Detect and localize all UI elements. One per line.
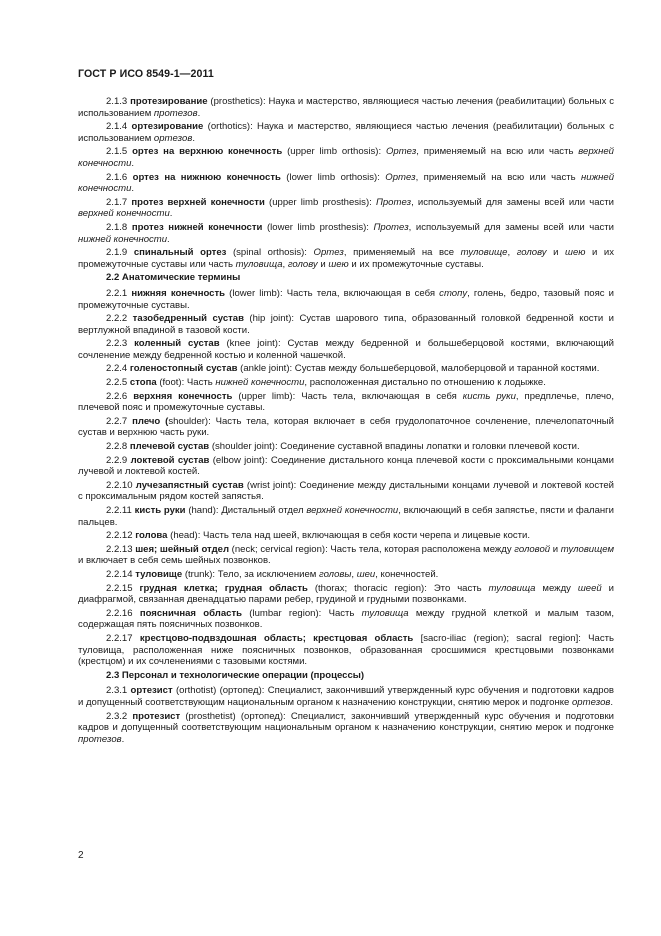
term-reference-italic: туловища: [488, 582, 536, 594]
term-definition-paragraph: [78, 633, 614, 668]
text-run: , используемый для замены всей или части: [408, 221, 615, 233]
text-run: и их промежуточные суставы.: [348, 258, 484, 270]
text-run: (hip joint): Сустав шарового типа, образованный головкой бедренной кости и вертлужной впадиной в тазовой кости.: [78, 313, 614, 336]
text-run: 2.3.1: [106, 685, 131, 697]
document-header: ГОСТ Р ИСО 8549-1—2011: [78, 68, 214, 80]
term-definition-paragraph: [78, 247, 614, 270]
term-bold: спинальный ортез: [133, 247, 227, 259]
term-reference-italic: протезов: [78, 733, 122, 745]
text-run: .: [131, 183, 135, 195]
term-reference-italic: шею: [328, 258, 349, 270]
text-run: , используемый для замены всей или части: [411, 196, 615, 208]
term-bold: поясничная область: [139, 607, 243, 619]
text-run: 2.1.6: [106, 171, 133, 183]
text-run: , голень, бедро, тазовый пояс и промежуточные суставы.: [78, 287, 615, 311]
text-run: 2.2.3: [106, 338, 135, 350]
term-bold: шея; шейный отдел: [135, 543, 230, 555]
text-run: , конечностей.: [375, 568, 439, 580]
term-definition-paragraph: [78, 711, 614, 746]
text-run: .: [610, 696, 614, 708]
term-definition-paragraph: [78, 121, 614, 144]
text-run: и: [550, 543, 561, 555]
term-definition-paragraph: [78, 338, 614, 361]
term-reference-italic: Протез: [373, 221, 409, 233]
term-bold: 2.2 Анатомические термины: [106, 272, 241, 284]
term-reference-italic: нижней конечности: [78, 171, 615, 195]
text-run: 2.2.13: [106, 543, 136, 555]
text-run: (upper limb): Часть тела, включающая в себя: [232, 390, 463, 402]
text-run: 2.2.6: [106, 390, 134, 402]
text-run: (shoulder joint): Соединение суставной впадины лопатки и головки плечевой кости.: [209, 441, 580, 453]
text-run: и их промежуточные суставы или часть: [78, 247, 615, 270]
term-bold: лучезапястный сустав: [135, 479, 244, 491]
term-reference-italic: верхней конечности: [78, 146, 614, 169]
text-run: 2.2.5: [106, 377, 130, 389]
text-run: 2.1.7: [106, 196, 132, 208]
term-definition-paragraph: [78, 197, 614, 220]
term-reference-italic: шеи: [356, 568, 376, 580]
text-run: (elbow joint): Соединение дистального конца плечевой кости с проксимальными концами лучевой и локтевой костей.: [78, 454, 614, 478]
term-definition-paragraph: [78, 441, 614, 453]
term-definition-paragraph: [78, 569, 614, 581]
text-run: (trunk): Тело, за исключением: [182, 568, 319, 580]
text-run: , включающий в себя запястье, пясти и фаланги пальцев.: [78, 505, 614, 528]
term-reference-italic: верхней конечности: [78, 208, 170, 220]
text-run: .: [192, 132, 195, 144]
text-run: , применяемый на всю или часть: [415, 171, 581, 183]
section-heading: [78, 670, 614, 682]
text-run: .: [169, 208, 173, 220]
term-reference-italic: туловища: [361, 607, 409, 619]
term-reference-italic: ортезов: [153, 132, 193, 144]
text-run: (head): Часть тела над шеей, включающая в себя кости черепа и лицевые кости.: [167, 530, 531, 542]
text-run: (upper limb prosthesis):: [264, 196, 376, 208]
term-definition-paragraph: [78, 455, 614, 478]
term-bold: протезирование: [130, 96, 208, 107]
text-run: 2.1.4: [106, 121, 132, 133]
term-definition-paragraph: [78, 416, 614, 439]
text-run: 2.2.4: [106, 363, 130, 375]
text-run: (upper limb orthosis):: [282, 146, 386, 158]
text-run: 2.2.11: [106, 505, 135, 516]
text-run: (orthotist) (ортопед): Специалист, закончивший утвержденный курс обучения и подготовки кадров и допущенный соответствующим национальным органом к назначению конструкции, снятию мерок и подгонке: [78, 685, 614, 708]
term-reference-italic: шею: [565, 247, 586, 259]
text-run: .: [167, 233, 170, 245]
text-run: 2.1.3: [106, 96, 131, 107]
document-body: [78, 96, 614, 747]
term-definition-paragraph: [78, 583, 614, 606]
text-run: ,: [507, 247, 517, 259]
term-bold: грудная клетка; грудная область: [139, 582, 308, 594]
term-bold: кисть руки: [134, 505, 186, 516]
term-reference-italic: шеей: [577, 582, 602, 594]
term-definition-paragraph: [78, 544, 614, 567]
term-bold: локтевой сустав: [130, 454, 210, 466]
term-bold: протез нижней конечности: [131, 221, 263, 233]
text-run: (knee joint): Сустав между бедренной и большеберцовой костями, включающий сочленение между бедренной костью и коленной чашечкой.: [78, 338, 614, 361]
term-bold: 2.3 Персонал и технологические операции (процессы): [106, 669, 365, 681]
text-run: между грудной клеткой и малым тазом, содержащая пять поясничных позвонков.: [78, 607, 614, 631]
term-definition-paragraph: [78, 608, 614, 631]
term-reference-italic: стопу: [439, 287, 468, 299]
term-definition-paragraph: [78, 222, 614, 245]
text-run: (ankle joint): Сустав между большеберцовой, малоберцовой и таранной костями.: [237, 363, 600, 375]
term-bold: тазобедренный сустав: [132, 313, 244, 325]
term-definition-paragraph: [78, 505, 614, 528]
text-run: 2.2.12: [106, 530, 136, 542]
term-definition-paragraph: [78, 480, 614, 503]
term-bold: ортез на верхнюю конечность: [132, 146, 283, 158]
term-definition-paragraph: [78, 313, 614, 336]
text-run: 2.2.16: [106, 607, 140, 619]
term-bold: стопа: [129, 377, 157, 389]
term-reference-italic: нижней конечности: [215, 377, 305, 389]
text-run: , применяемый на всю или часть: [416, 146, 579, 158]
term-bold: голова: [135, 530, 168, 542]
term-definition-paragraph: [78, 391, 614, 414]
term-bold: крестцово-подвздошная область; крестцовая область: [139, 632, 414, 644]
term-reference-italic: головы: [318, 568, 352, 580]
text-run: (hand): Дистальный отдел: [185, 505, 307, 516]
text-run: (prosthetics): Наука и мастерство, являющиеся частью лечения (реабилитации) больных с использованием: [78, 96, 614, 119]
term-bold: голеностопный сустав: [129, 363, 238, 375]
term-reference-italic: туловища: [235, 258, 283, 270]
term-reference-italic: туловище: [460, 247, 508, 259]
text-run: 2.1.8: [106, 221, 132, 233]
term-reference-italic: Ортез: [313, 247, 344, 259]
text-run: .: [121, 733, 125, 745]
text-run: [sacro-iliac (region); sacral region]: Часть туловища, расположенная ниже поясничных позвонков, образованная сросшимися крестцовыми позвонками (крестцом) и их сочленениями с тазовыми костями.: [78, 632, 614, 668]
term-reference-italic: туловищем: [560, 543, 614, 555]
term-reference-italic: верхней конечности: [306, 505, 399, 516]
text-run: (lumbar region): Часть: [242, 607, 362, 619]
section-heading: [78, 272, 614, 284]
term-bold: ортез на нижнюю конечность: [132, 171, 281, 183]
term-definition-paragraph: [78, 96, 614, 119]
term-bold: нижняя конечность: [131, 287, 226, 299]
term-reference-italic: Протез: [375, 196, 412, 208]
text-run: 2.2.14: [106, 568, 136, 580]
text-run: , расположенная дистально по отношению к лодыжке.: [304, 377, 546, 389]
term-definition-paragraph: [78, 530, 614, 542]
term-bold: протезист: [132, 710, 181, 722]
text-run: , применяемый на все: [343, 247, 461, 259]
text-run: ,: [351, 568, 357, 580]
term-definition-paragraph: [78, 377, 614, 389]
text-run: (spinal orthosis):: [226, 247, 314, 259]
text-run: 2.2.7: [106, 415, 133, 427]
term-reference-italic: протезов: [153, 107, 198, 119]
term-reference-italic: голову: [287, 258, 318, 270]
term-definition-paragraph: [78, 363, 614, 375]
term-definition-paragraph: [78, 685, 614, 708]
text-run: 2.2.15: [106, 582, 140, 594]
text-run: (lower limb orthosis):: [280, 171, 386, 183]
term-reference-italic: Ортез: [385, 171, 416, 183]
text-run: shoulder): Часть тела, которая включает в себя грудолопаточное сочленение, плечелопаточный сустав и верхнюю часть руки.: [78, 415, 614, 439]
term-bold: ортезист: [130, 685, 173, 697]
term-bold: туловище: [135, 568, 183, 580]
text-run: 2.2.8: [106, 441, 130, 453]
text-run: (orthotics): Наука и мастерство, являющиеся частью лечения (реабилитации) больных с использованием: [78, 121, 614, 144]
text-run: .: [197, 107, 201, 119]
term-definition-paragraph: [78, 288, 614, 311]
term-reference-italic: кисть руки: [462, 390, 516, 402]
text-run: , предплечье, плечо, плечевой пояс и промежуточные суставы.: [78, 390, 614, 414]
text-run: (prosthetist) (ортопед): Специалист, закончивший утвержденный курс обучения и подготовки кадров и допущенный соответствующим национальным органом к назначению конструкции, снятию мерок и подгонке: [78, 710, 615, 734]
text-run: 2.2.1: [106, 287, 132, 299]
text-run: 2.2.10: [106, 479, 136, 491]
text-run: 2.1.9: [106, 247, 134, 259]
text-run: 2.2.17: [106, 632, 140, 644]
term-bold: ортезирование: [131, 121, 204, 133]
text-run: и диафрагмой, связанная двенадцатью парами ребер, грудиной и грудными позвонками.: [78, 582, 614, 606]
text-run: 2.3.2: [106, 710, 133, 722]
text-run: ,: [282, 258, 288, 270]
text-run: 2.2.9: [106, 454, 131, 466]
text-run: и: [546, 247, 566, 259]
text-run: (foot): Часть: [156, 377, 216, 389]
term-definition-paragraph: [78, 172, 614, 195]
text-run: (neck; cervical region): Часть тела, которая расположена между: [229, 543, 515, 555]
text-run: .: [131, 157, 135, 169]
text-run: 2.2.2: [106, 313, 133, 325]
term-bold: плечо (: [132, 415, 169, 427]
term-reference-italic: ортезов: [572, 696, 611, 708]
text-run: (thorax; thoracic region): Это часть: [307, 582, 489, 594]
term-bold: коленный сустав: [134, 338, 220, 350]
term-bold: верхняя конечность: [133, 390, 233, 402]
term-definition-paragraph: [78, 146, 614, 169]
text-run: (lower limb): Часть тела, включающая в себя: [225, 287, 440, 299]
text-run: 2.1.5: [106, 146, 133, 158]
term-reference-italic: голову: [516, 247, 547, 259]
text-run: и: [317, 258, 329, 270]
term-reference-italic: нижней конечности: [78, 233, 168, 245]
term-bold: протез верхней конечности: [131, 196, 265, 208]
text-run: между: [535, 582, 578, 594]
term-reference-italic: головой: [514, 543, 551, 555]
text-run: (lower limb prosthesis):: [262, 221, 374, 233]
text-run: и включает в себя семь шейных позвонков.: [78, 555, 271, 567]
term-reference-italic: Ортез: [385, 146, 417, 158]
term-bold: плечевой сустав: [129, 441, 210, 453]
text-run: (wrist joint): Соединение между дистальными концами лучевой и локтевой костей с проксимальным рядом костей запястья.: [78, 479, 615, 503]
page-number: 2: [78, 850, 84, 861]
